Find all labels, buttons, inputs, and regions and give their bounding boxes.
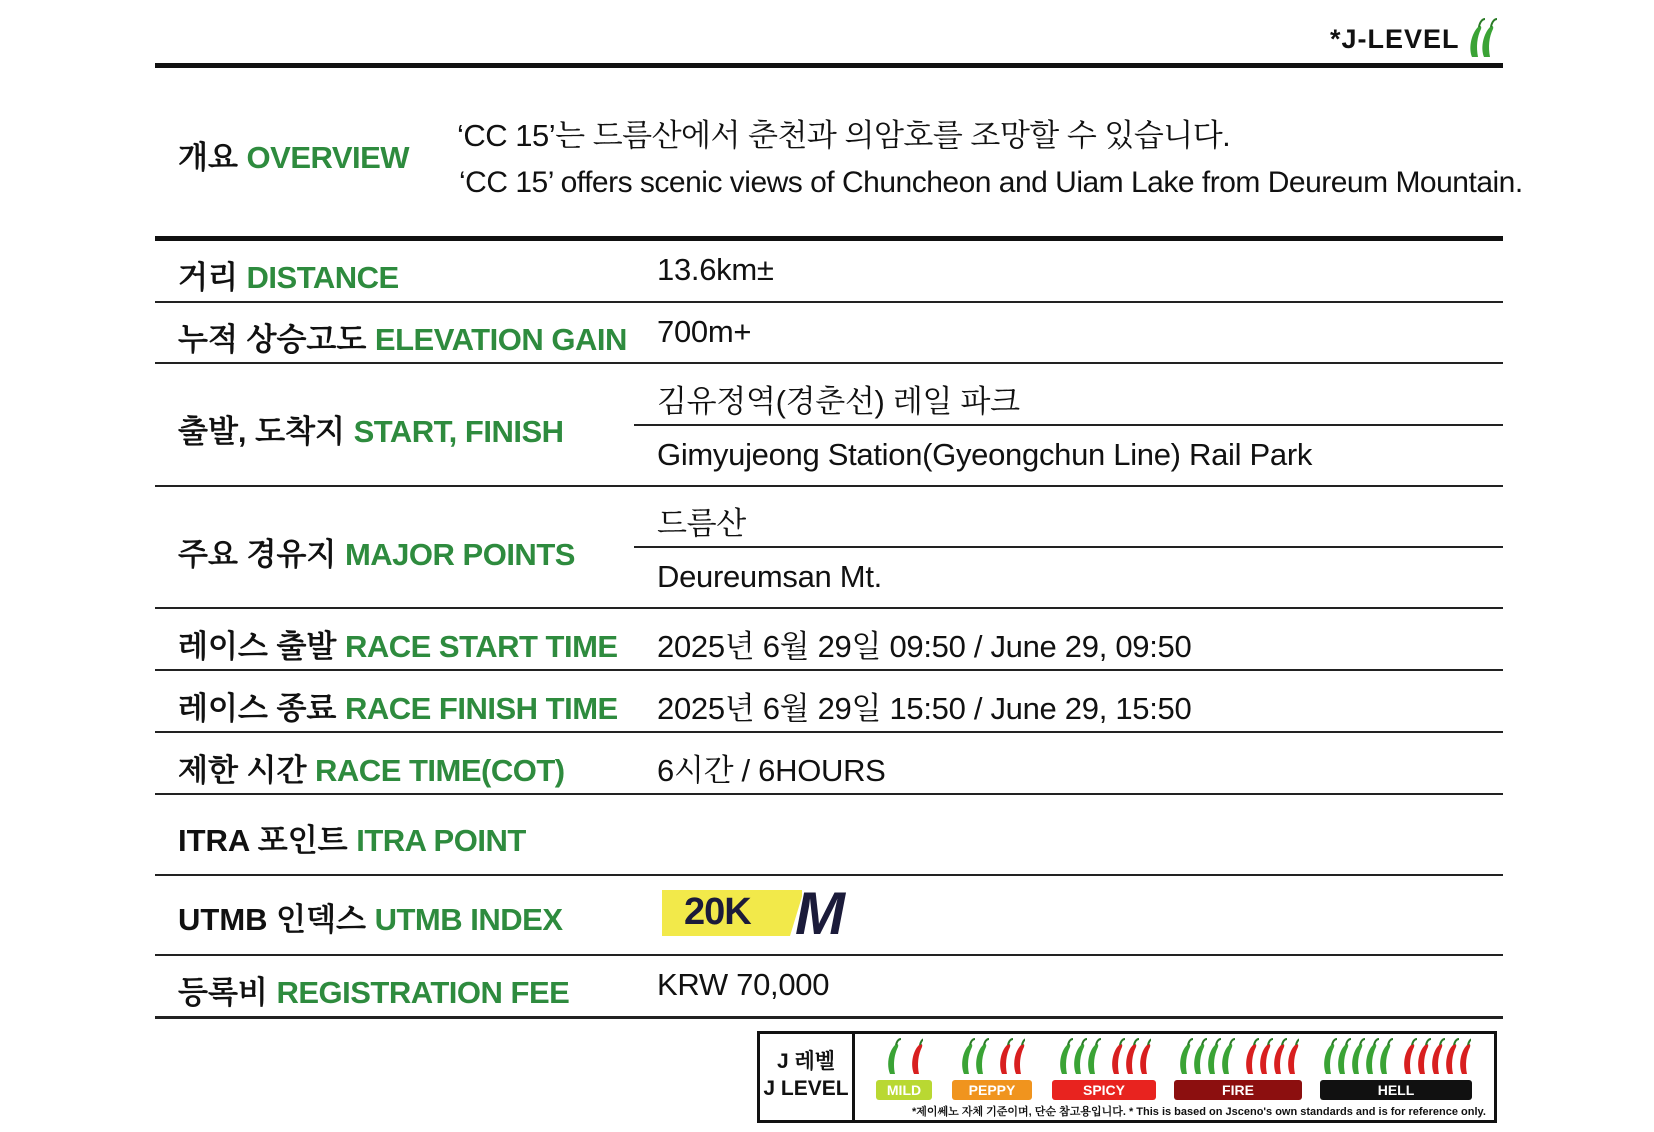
- legend-level-mild: [876, 1038, 932, 1100]
- major-points-value-kr: 드름산: [657, 506, 746, 541]
- race-start-label-en: RACE START TIME: [344, 629, 618, 664]
- distance-label: [178, 252, 399, 297]
- distance-label-kr: 거리: [178, 260, 238, 295]
- two-peppers-icon: [1466, 17, 1500, 61]
- legend-divider: [852, 1031, 855, 1123]
- sub-row-divider: [634, 546, 1503, 548]
- pepper-icon: [1321, 1038, 1471, 1076]
- pepper-icon: [1177, 1038, 1299, 1076]
- elevation-label-kr: 누적 상승고도: [178, 322, 367, 357]
- itra-label: [178, 815, 526, 860]
- pepper-icon: [885, 1038, 923, 1076]
- cot-label-kr: 제한 시간: [178, 753, 307, 788]
- sub-row-divider: [634, 424, 1503, 426]
- distance-label-en: DISTANCE: [246, 260, 399, 295]
- utmb-label: [178, 894, 563, 939]
- legend-levels: [868, 1038, 1488, 1100]
- row-divider: [155, 362, 1503, 364]
- cot-value: 6시간 / 6HOURS: [657, 753, 886, 788]
- fee-label-en: REGISTRATION FEE: [276, 975, 570, 1010]
- major-points-label-en: MAJOR POINTS: [344, 537, 575, 572]
- utmb-logo-icon: M: [795, 880, 845, 947]
- start-finish-label-en: START, FINISH: [353, 414, 564, 449]
- legend-level-label: FIRE: [1174, 1080, 1302, 1100]
- utmb-label-kr: UTMB 인덱스: [178, 902, 366, 937]
- race-start-value: 2025년 6월 29일 09:50 / June 29, 09:50: [657, 629, 1192, 664]
- row-divider: [155, 607, 1503, 609]
- overview-label-kr: 개요: [178, 140, 238, 175]
- legend-level-hell: [1320, 1038, 1472, 1100]
- legend-level-label: MILD: [876, 1080, 932, 1100]
- cot-label: [178, 745, 565, 790]
- row-divider: [155, 793, 1503, 795]
- elevation-label: [178, 314, 627, 359]
- overview-rule: [155, 236, 1503, 241]
- elevation-label-en: ELEVATION GAIN: [374, 322, 627, 357]
- row-divider: [155, 485, 1503, 487]
- overview-text-en: ‘CC 15’ offers scenic views of Chuncheon and Uiam Lake from Deureum Mountain.: [459, 166, 1523, 199]
- distance-value: 13.6km±: [657, 252, 774, 287]
- bottom-rule: [155, 1016, 1503, 1019]
- race-start-label-kr: 레이스 출발: [178, 629, 337, 664]
- jlevel-header-label: *J-LEVEL: [1330, 23, 1460, 54]
- itra-label-en: ITRA POINT: [356, 823, 526, 858]
- race-finish-value: 2025년 6월 29일 15:50 / June 29, 15:50: [657, 691, 1192, 726]
- major-points-label: [178, 529, 575, 574]
- utmb-label-en: UTMB INDEX: [374, 902, 563, 937]
- race-start-label: [178, 621, 618, 666]
- legend-title-en: J LEVEL: [763, 1077, 849, 1100]
- major-points-value-en: Deureumsan Mt.: [657, 559, 882, 594]
- pepper-icon: [959, 1038, 1025, 1076]
- overview-label-en: OVERVIEW: [246, 140, 410, 175]
- start-finish-label-kr: 출발, 도착지: [178, 414, 345, 449]
- legend-level-label: SPICY: [1052, 1080, 1156, 1100]
- row-divider: [155, 874, 1503, 876]
- utmb-index-badge-text: 20K: [684, 891, 751, 933]
- elevation-value: 700m+: [657, 314, 752, 349]
- legend-level-spicy: [1052, 1038, 1156, 1100]
- fee-value: KRW 70,000: [657, 967, 830, 1002]
- row-divider: [155, 669, 1503, 671]
- legend-level-peppy: [952, 1038, 1032, 1100]
- row-divider: [155, 954, 1503, 956]
- major-points-label-kr: 주요 경유지: [178, 537, 337, 572]
- row-divider: [155, 301, 1503, 303]
- legend-title: [760, 1048, 852, 1102]
- start-finish-value-en: Gimyujeong Station(Gyeongchun Line) Rail Park: [657, 437, 1313, 472]
- overview-label: [178, 132, 409, 177]
- legend-title-kr: J 레벨: [776, 1050, 836, 1073]
- legend-note: *제이쎄노 자체 기준이며, 단순 참고용입니다. * This is based on Jsceno's own standards and is for reference only.: [912, 1106, 1486, 1118]
- race-finish-label: [178, 683, 618, 728]
- legend-level-fire: [1174, 1038, 1302, 1100]
- pepper-icon: [1057, 1038, 1151, 1076]
- jlevel-header: [1330, 14, 1500, 64]
- start-finish-label: [178, 406, 564, 451]
- itra-label-kr: ITRA 포인트: [178, 823, 348, 858]
- utmb-index-badge: [662, 890, 802, 936]
- top-rule: [155, 63, 1503, 68]
- row-divider: [155, 731, 1503, 733]
- start-finish-value-kr: 김유정역(경춘선) 레일 파크: [657, 384, 1020, 419]
- fee-label: [178, 967, 569, 1012]
- fee-label-kr: 등록비: [178, 975, 268, 1010]
- cot-label-en: RACE TIME(COT): [315, 753, 565, 788]
- race-finish-label-en: RACE FINISH TIME: [344, 691, 618, 726]
- overview-text-kr: ‘CC 15’는 드름산에서 춘천과 의암호를 조망할 수 있습니다.: [457, 118, 1231, 153]
- legend-level-label: HELL: [1320, 1080, 1472, 1100]
- legend-level-label: PEPPY: [952, 1080, 1032, 1100]
- race-finish-label-kr: 레이스 종료: [178, 691, 337, 726]
